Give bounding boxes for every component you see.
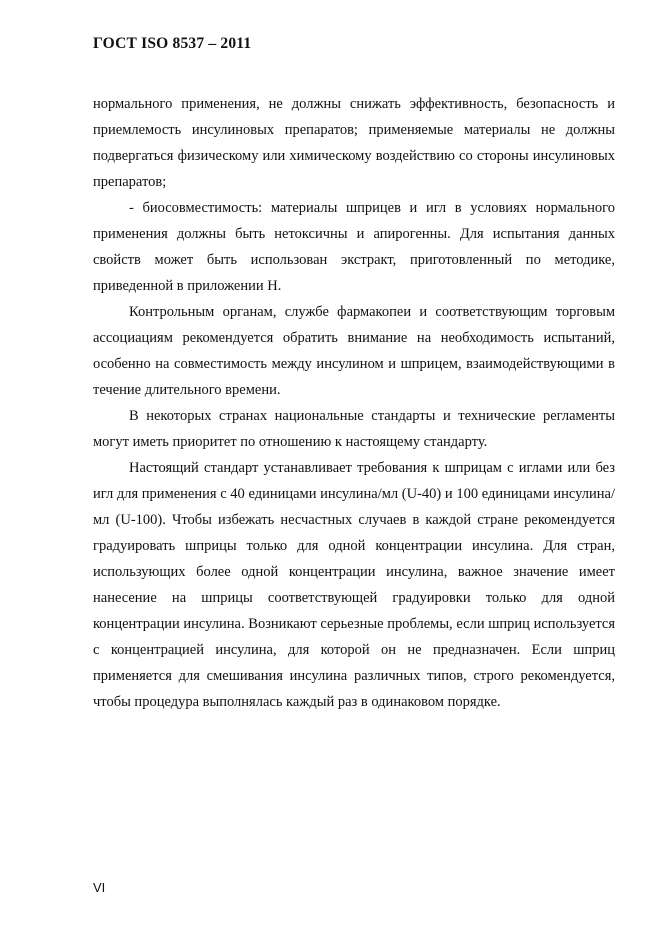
document-header: ГОСТ ISO 8537 – 2011 <box>93 35 252 52</box>
paragraph-scope: Настоящий стандарт устанавливает требования к шприцам с иглами или без игл для применения с 40 единицами инсулина/мл (U-40) и 100 единицами инсулина/мл (U-100). Чтобы избежать несчастных случаев в каждой стране рекомендуется градуировать шприцы только для одной концентрации инсулина. Для стран, использующих более одной концентрации инсулина, важное значение имеет нанесение на шприцы соответствующей градуировки только для одной концентрации инсулина. Возникают серьезные проблемы, если шприц используется с концентрацией инсулина, для которой он не предназначен. Если шприц применяется для смешивания инсулина различных типов, строго рекомендуется, чтобы процедура выполнялась каждый раз в одинаковом порядке. <box>93 460 615 710</box>
paragraph-continuation: нормального применения, не должны снижать эффективность, безопасность и приемлемость инсулиновых препаратов; применяемые материалы не должны подвергаться физическому или химическому воздействию со стороны инсулиновых препаратов; <box>93 96 615 190</box>
paragraph-national-standards: В некоторых странах национальные стандарты и технические регламенты могут иметь приоритет по отношению к настоящему стандарту. <box>93 408 615 450</box>
paragraph-control-bodies: Контрольным органам, службе фармакопеи и соответствующим торговым ассоциациям рекомендуется обратить внимание на необходимость испытаний, особенно на совместимость между инсулином и шприцем, взаимодействующими в течение длительного времени. <box>93 304 615 398</box>
document-body <box>93 91 615 715</box>
page-number: VI <box>93 880 106 895</box>
paragraph-biocompatibility: - биосовместимость: материалы шприцев и игл в условиях нормального применения должны быть нетоксичны и апирогенны. Для испытания данных свойств может быть использован экстракт, приготовленный по методике, приведенной в приложении Н. <box>93 200 615 294</box>
